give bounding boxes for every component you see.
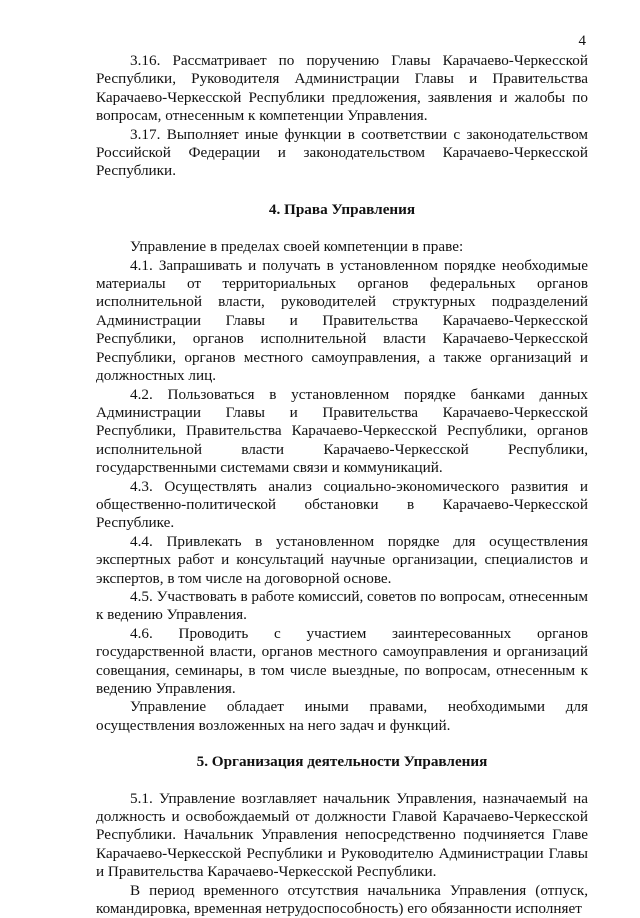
paragraph-other-rights: Управление обладает иными правами, необходимыми для осуществления возложенных на него задач и функций.: [96, 698, 588, 734]
paragraph-temporary-absence: В период временного отсутствия начальника Управления (отпуск, командировка, временная нетрудоспособность) его обязанности исполняет: [96, 881, 588, 918]
section-heading-5: 5. Организация деятельности Управления: [196, 753, 488, 771]
page-number: 4: [578, 33, 586, 49]
paragraph-rights-intro: Управление в пределах своей компетенции в праве:: [130, 238, 464, 256]
paragraph-3-16: 3.16. Рассматривает по поручению Главы Карачаево-Черкесской Республики, Руководителя Администрации Главы и Правительства Карачаево-Черкесской Республики предложения, заявления и жалобы по вопросам, отнесенным к компетенции Управления.: [96, 52, 588, 125]
paragraph-4-5: 4.5. Участвовать в работе комиссий, советов по вопросам, отнесенным к ведению Управления.: [96, 587, 588, 624]
paragraph-4-1: 4.1. Запрашивать и получать в установленном порядке необходимые материалы от территориальных органов федеральных органов исполнительной власти, руководителей структурных подразделений Администрации Главы и Правительства Карачаево-Черкесской Республики, органов исполнительной власти Карачаево-Черкесской Республики, органов местного самоуправления, а также организаций и должностных лиц.: [96, 256, 588, 385]
paragraph-3-17: 3.17. Выполняет иные функции в соответствии с законодательством Российской Федерации и законодательством Карачаево-Черкесской Республики.: [96, 125, 588, 180]
paragraph-4-2: 4.2. Пользоваться в установленном порядке банками данных Администрации Главы и Правительства Карачаево-Черкесской Республики, Правительства Карачаево-Черкесской Республики, органов исполнительной власти Карачаево-Черкесской Республики, государственными системами связи и коммуникаций.: [96, 385, 588, 477]
paragraph-5-1: 5.1. Управление возглавляет начальник Управления, назначаемый на должность и освобождаемый от должности Главой Карачаево-Черкесской Республики. Начальник Управления непосредственно подчиняется Главе Карачаево-Черкесской Республики и Руководителю Администрации Главы и Правительства Карачаево-Черкесской Республики.: [96, 789, 588, 881]
document-body: [96, 52, 588, 918]
section-heading-4: 4. Права Управления: [268, 200, 416, 218]
paragraph-4-4: 4.4. Привлекать в установленном порядке для осуществления экспертных работ и консультаций научные организации, специалистов и экспертов, в том числе на договорной основе.: [96, 532, 588, 587]
paragraph-4-6: 4.6. Проводить с участием заинтересованных органов государственной власти, органов местного самоуправления и организаций совещания, семинары, в том числе выездные, по вопросам, отнесенным к ведению Управления.: [96, 624, 588, 697]
paragraph-4-3: 4.3. Осуществлять анализ социально-экономического развития и общественно-политической обстановки в Карачаево-Черкесской Республике.: [96, 477, 588, 532]
